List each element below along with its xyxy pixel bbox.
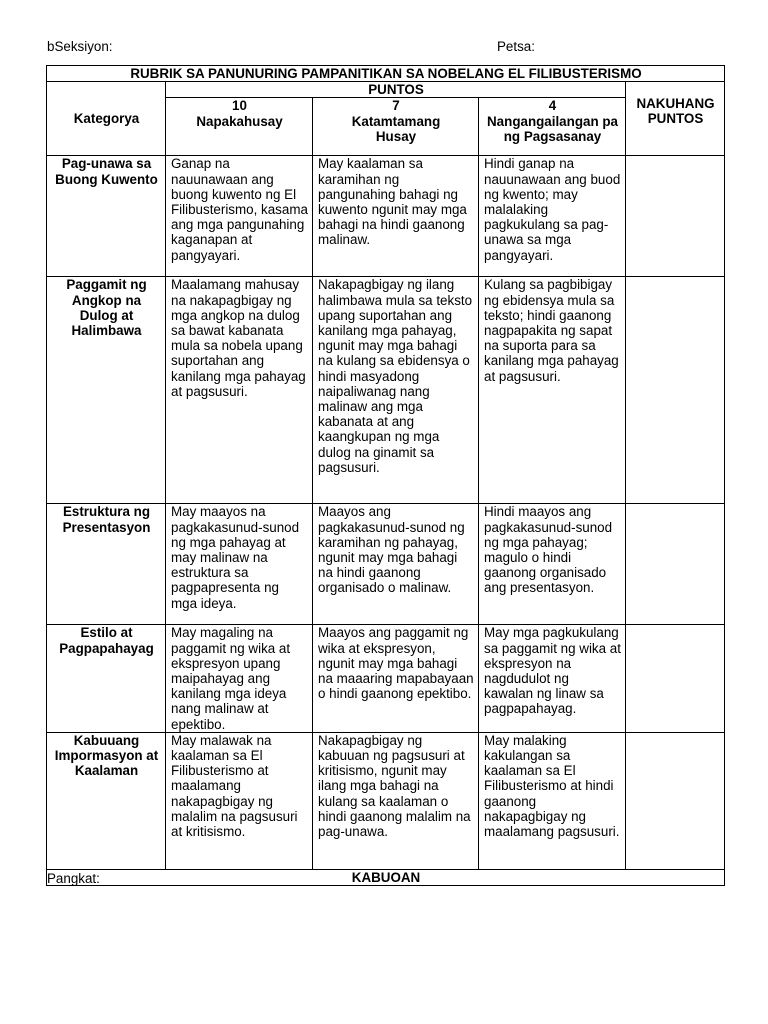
category-cell: Estruktura ng Presentasyon [47, 504, 166, 625]
score-10-desc: Ganap na nauunawaan ang buong kuwento ng El Filibusterismo, kasama ang mga pangunahing kaganapan at pangyayari. [166, 156, 313, 277]
seksiyon-label: bSeksiyon: [47, 39, 113, 54]
level-header-10 [166, 98, 313, 156]
nakuhang-puntos-header: NAKUHANG PUNTOS [626, 82, 725, 156]
score-4-desc: May malaking kakulangan sa kaalaman sa El Filibusterismo at hindi gaanong nakapagbigay ng maalamang pagsusuri. [479, 732, 626, 869]
rubric-row [47, 504, 725, 625]
rubric-row [47, 277, 725, 504]
score-10-desc: Maalamang mahusay na nakapagbigay ng mga angkop na dulog sa bawat kabanata mula sa nobela upang suportahan ang kanilang mga pahayag at pagsusuri. [166, 277, 313, 504]
puntos-header: PUNTOS [166, 82, 626, 98]
level-label: Katamtamang Husay [351, 113, 441, 144]
score-7-desc: Maayos ang pagkakasunud-sunod ng karamihan ng pahayag, ngunit may mga bahagi na hindi gaanong organisado o malinaw. [313, 504, 479, 625]
level-score: 7 [392, 98, 400, 114]
nakuhang-puntos-cell [626, 732, 725, 869]
rubric-row [47, 732, 725, 869]
level-header-4 [479, 98, 626, 156]
score-10-desc: May maayos na pagkakasunud-sunod ng mga pahayag at may malinaw na estruktura sa pagpapresenta ng mga ideya. [166, 504, 313, 625]
score-7-desc: Maayos ang paggamit ng wika at ekspresyon, ngunit may mga bahagi na maaaring mapabayaan o hindi gaanong epektibo. [313, 625, 479, 732]
rubric-row [47, 625, 725, 732]
category-cell: Kabuuang Impormasyon at Kaalaman [47, 732, 166, 869]
score-10-desc: May magaling na paggamit ng wika at ekspresyon upang maipahayag ang kanilang mga ideya nang malinaw at epektibo. [166, 625, 313, 732]
petsa-label: Petsa: [497, 39, 535, 54]
score-4-desc: Hindi ganap na nauunawaan ang buod ng kwento; may malalaking pagkukulang sa pag-unawa sa mga pangyayari. [479, 156, 626, 277]
rubric-title: RUBRIK SA PANUNURING PAMPANITIKAN SA NOBELANG EL FILIBUSTERISMO [47, 66, 725, 82]
level-header-7 [313, 98, 479, 156]
rubric-row [47, 156, 725, 277]
pangkat-label: Pangkat: [47, 871, 100, 886]
nakuhang-puntos-cell [626, 156, 725, 277]
level-label: Napakahusay [196, 113, 283, 129]
kabuoan-row: KABUOAN [47, 869, 725, 885]
score-4-desc: Hindi maayos ang pagkakasunud-sunod ng mga pahayag; magulo o hindi gaanong organisado ang presentasyon. [479, 504, 626, 625]
level-score: 4 [548, 98, 557, 114]
category-cell: Estilo at Pagpapahayag [47, 625, 166, 732]
category-cell: Paggamit ng Angkop na Dulog at Halimbawa [47, 277, 166, 504]
score-4-desc: Kulang sa pagbibigay ng ebidensya mula sa teksto; hindi gaanong nagpapakita ng sapat na suporta para sa kanilang mga pahayag at pagsusuri. [479, 277, 626, 504]
nakuhang-puntos-cell [626, 625, 725, 732]
score-7-desc: May kaalaman sa karamihan ng pangunahing bahagi ng kuwento ngunit may mga bahagi na hindi gaanong malinaw. [313, 156, 479, 277]
score-7-desc: Nakapagbigay ng ilang halimbawa mula sa teksto upang suportahan ang kanilang mga pahayag, ngunit may mga bahagi na kulang sa ebidensya o hindi masyadong naipaliwanag nang malinaw ang mga kabanata at ang kaangkupan ng mga dulog na ginamit sa pagsusuri. [313, 277, 479, 504]
score-10-desc: May malawak na kaalaman sa El Filibusterismo at maalamang nakapagbigay ng malalim na pagsusuri at kritisismo. [166, 732, 313, 869]
rubric-table [46, 65, 725, 886]
score-7-desc: Nakapagbigay ng kabuuan ng pagsusuri at kritisismo, ngunit may ilang mga bahagi na kulang sa kaalaman o hindi gaanong malalim na pag-unawa. [313, 732, 479, 869]
nakuhang-puntos-cell [626, 277, 725, 504]
category-cell: Pag-unawa sa Buong Kuwento [47, 156, 166, 277]
score-4-desc: May mga pagkukulang sa paggamit ng wika at ekspresyon na nagdudulot ng kawalan ng linaw sa pagpapahayag. [479, 625, 626, 732]
kategorya-header-label: Kategorya [73, 111, 140, 127]
kategorya-header [47, 82, 166, 156]
nakuhang-puntos-cell [626, 504, 725, 625]
level-label: Nangangailangan pa ng Pagsasanay [487, 113, 618, 144]
level-score: 10 [232, 98, 247, 114]
